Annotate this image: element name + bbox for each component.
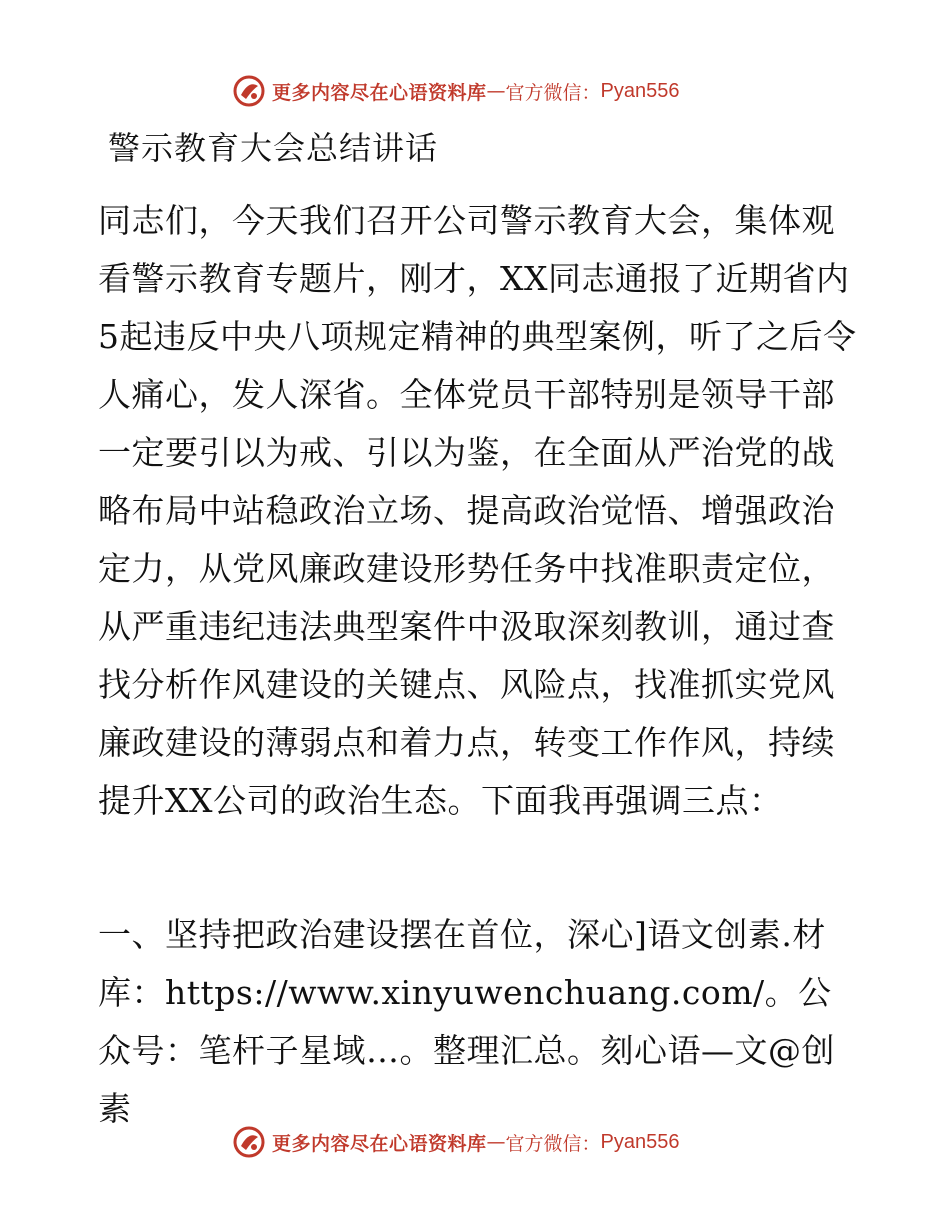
banner-wechat-label: 官方微信： — [505, 81, 601, 104]
paragraph-section-one: 一、坚持把政治建设摆在首位，深心]语文创素.材库：https://www.xinyuwenchuang.com/。公众号：笔杆子星域…。整理汇总。刻心语—文@创素 — [98, 915, 835, 1128]
banner-wechat-label: 官方微信： — [505, 1132, 601, 1155]
paragraph-opening: 同志们，今天我们召开公司警示教育大会，集体观看警示教育专题片，刚才，XX同志通报了近期省内5起违反中央八项规定精神的典型案例，听了之后令人痛心，发人深省。全体党员干部特别是领导干部一定要引以为戒、引以为鉴，在全面从严治党的战略布局中站稳政治立场、提高政治觉悟、增强政治定力，从党风廉政建设形势任务中找准职责定位，从严重违纪违法典型案件中汲取深刻教训，通过查找分析作风建设的关键点、风险点，找准抓实党风廉政建设的薄弱点和着力点，转变工作作风，持续提升XX公司的政治生态。下面我再强调三点： — [98, 201, 857, 820]
logo-icon — [232, 1125, 266, 1159]
document-title: 警示教育大会总结讲话 — [108, 129, 439, 167]
banner-slogan: 更多内容尽在心语资料库 — [272, 1132, 487, 1155]
banner-separator: — — [486, 80, 506, 102]
banner-wechat-id: Pyan556 — [600, 1130, 680, 1153]
banner-slogan: 更多内容尽在心语资料库 — [272, 81, 487, 104]
footer-watermark-banner — [232, 1122, 680, 1162]
logo-icon — [232, 74, 266, 108]
banner-separator: — — [486, 1131, 506, 1153]
banner-wechat-id: Pyan556 — [600, 79, 680, 102]
header-watermark-banner — [232, 71, 680, 111]
